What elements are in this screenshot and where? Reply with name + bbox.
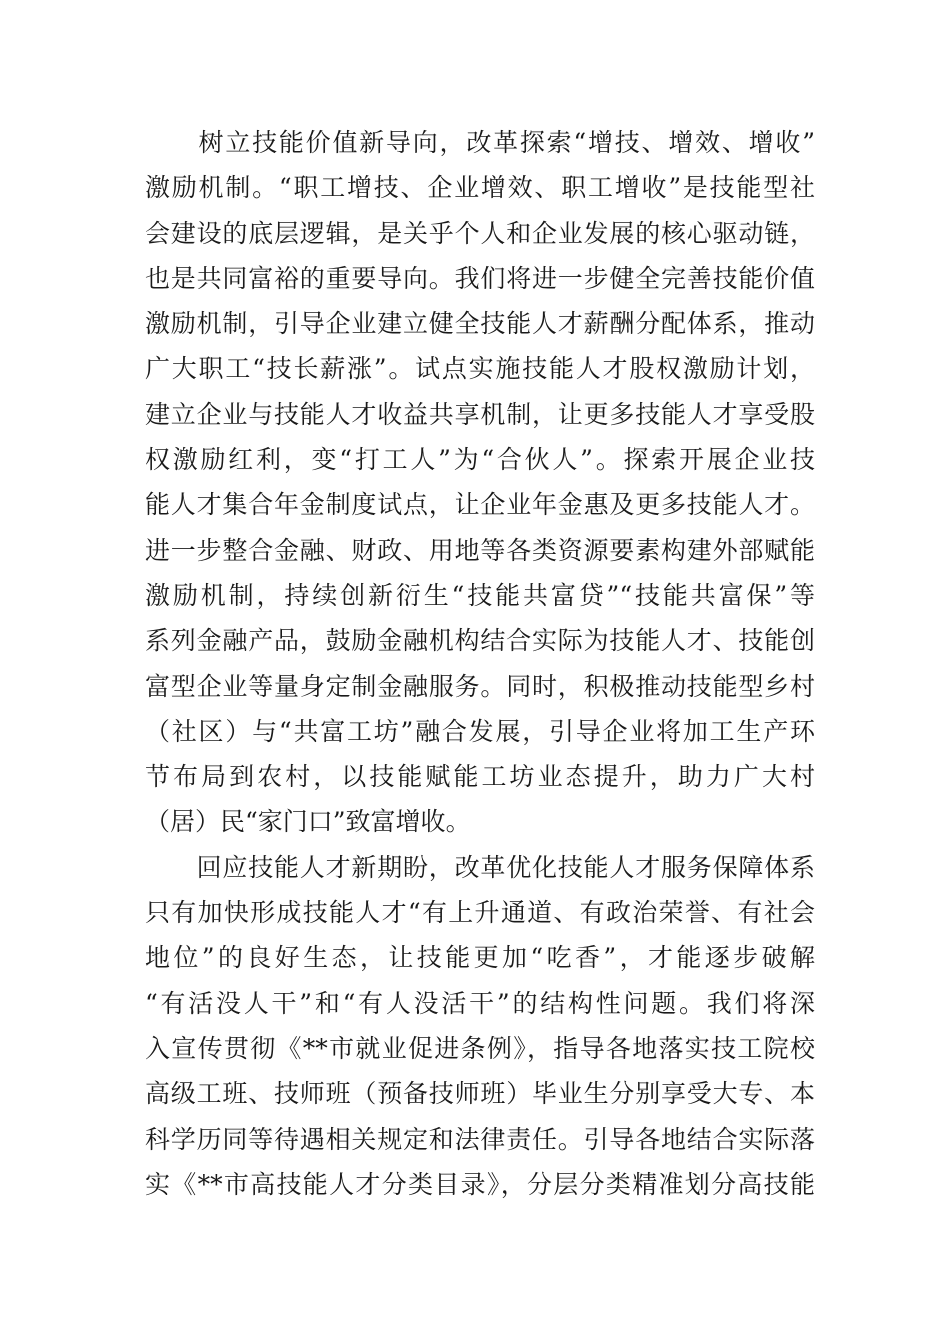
text-line: 富型企业等量身定制金融服务。同时，积极推动技能型乡村 [145, 671, 815, 701]
text-line: 权激励红利，变“打工人”为“合伙人”。探索开展企业技 [145, 445, 815, 475]
text-line: 实《**市高技能人才分类目录》，分层分类精准划分高技能 [145, 1169, 815, 1199]
paragraph-skill-value-incentive [145, 120, 815, 845]
text-line: 广大职工“技长薪涨”。试点实施技能人才股权激励计划， [145, 354, 815, 384]
text-line: 节布局到农村，以技能赋能工坊业态提升，助力广大村 [145, 762, 815, 792]
text-line: 入宣传贯彻《**市就业促进条例》，指导各地落实技工院校 [145, 1033, 815, 1063]
text-line: 也是共同富裕的重要导向。我们将进一步健全完善技能价值 [145, 263, 815, 293]
text-line: 能人才集合年金制度试点，让企业年金惠及更多技能人才。 [145, 490, 815, 520]
text-line: “有活没人干”和“有人没活干”的结构性问题。我们将深 [145, 988, 815, 1018]
text-line: 树立技能价值新导向，改革探索“增技、增效、增收” [145, 128, 815, 157]
text-line: 建立企业与技能人才收益共享机制，让更多技能人才享受股 [145, 399, 815, 429]
text-line: （居）民“家门口”致富增收。 [145, 807, 471, 837]
text-line: 激励机制，引导企业建立健全技能人才薪酬分配体系，推动 [145, 309, 815, 339]
text-line: （社区）与“共富工坊”融合发展，引导企业将加工生产环 [145, 716, 815, 746]
text-line: 只有加快形成技能人才“有上升通道、有政治荣誉、有社会 [145, 898, 815, 928]
text-line: 地位”的良好生态，让技能更加“吃香”，才能逐步破解 [145, 943, 815, 973]
text-line: 激励机制，持续创新衍生“技能共富贷”“技能共富保”等 [145, 580, 815, 610]
text-line: 系列金融产品，鼓励金融机构结合实际为技能人才、技能创 [145, 626, 815, 656]
text-line: 进一步整合金融、财政、用地等各类资源要素构建外部赋能 [145, 535, 815, 565]
document-body [145, 120, 815, 1207]
text-line: 激励机制。“职工增技、企业增效、职工增收”是技能型社 [145, 173, 815, 203]
text-line: 会建设的底层逻辑，是关乎个人和企业发展的核心驱动链， [145, 218, 815, 248]
text-line: 科学历同等待遇相关规定和法律责任。引导各地结合实际落 [145, 1124, 815, 1154]
paragraph-skill-talent-service [145, 845, 815, 1207]
text-line: 回应技能人才新期盼，改革优化技能人才服务保障体系 [145, 852, 815, 882]
text-line: 高级工班、技师班（预备技师班）毕业生分别享受大专、本 [145, 1079, 815, 1109]
